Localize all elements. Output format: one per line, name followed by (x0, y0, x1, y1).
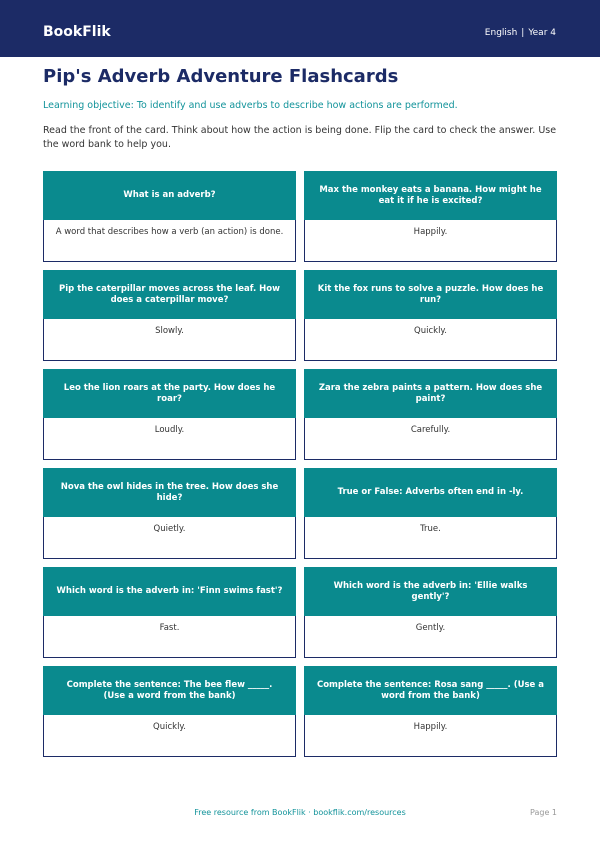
page-number: Page 1 (530, 808, 557, 817)
page-title: Pip's Adverb Adventure Flashcards (43, 66, 399, 87)
flashcard[interactable] (43, 468, 296, 559)
separator: | (521, 28, 525, 38)
card-back: Happily. (304, 220, 557, 262)
card-front[interactable]: Nova the owl hides in the tree. How does she hide? (43, 468, 296, 517)
flashcard[interactable] (304, 270, 557, 361)
instructions: Read the front of the card. Think about how the action is being done. Flip the card to check the answer. Use the word bank to help you. (43, 125, 557, 150)
card-front[interactable]: Kit the fox runs to solve a puzzle. How does he run? (304, 270, 557, 319)
flashcard[interactable] (304, 567, 557, 658)
card-front[interactable]: Leo the lion roars at the party. How does he roar? (43, 369, 296, 418)
flashcard[interactable] (304, 468, 557, 559)
learning-objective: Learning objective: To identify and use adverbs to describe how actions are performed. (43, 100, 458, 111)
card-front[interactable]: Complete the sentence: Rosa sang _____. (Use a word from the bank) (304, 666, 557, 715)
card-front[interactable]: Zara the zebra paints a pattern. How does she paint? (304, 369, 557, 418)
card-front[interactable]: What is an adverb? (43, 171, 296, 220)
footer-link[interactable]: Free resource from BookFlik · bookflik.com/resources (194, 808, 406, 817)
flashcard[interactable] (304, 171, 557, 262)
card-front[interactable]: Max the monkey eats a banana. How might he eat it if he is excited? (304, 171, 557, 220)
card-back: Quickly. (43, 715, 296, 757)
flashcard[interactable] (43, 369, 296, 460)
card-back: True. (304, 517, 557, 559)
card-back: Loudly. (43, 418, 296, 460)
header-meta (485, 28, 556, 38)
top-bar (0, 0, 600, 57)
flashcard[interactable] (43, 171, 296, 262)
card-back: Gently. (304, 616, 557, 658)
flashcard[interactable] (43, 567, 296, 658)
card-back: A word that describes how a verb (an action) is done. (43, 220, 296, 262)
card-front[interactable]: Which word is the adverb in: 'Finn swims fast'? (43, 567, 296, 616)
flashcard[interactable] (304, 666, 557, 757)
card-front[interactable]: Which word is the adverb in: 'Ellie walks gently'? (304, 567, 557, 616)
flashcard[interactable] (43, 270, 296, 361)
flashcard[interactable] (304, 369, 557, 460)
card-front[interactable]: True or False: Adverbs often end in -ly. (304, 468, 557, 517)
card-back: Quickly. (304, 319, 557, 361)
subject-label: English (484, 28, 518, 38)
flashcard[interactable] (43, 666, 296, 757)
card-back: Quietly. (43, 517, 296, 559)
brand-logo[interactable]: BookFlik (43, 24, 111, 40)
card-back: Carefully. (304, 418, 557, 460)
card-front[interactable]: Complete the sentence: The bee flew _____. (Use a word from the bank) (43, 666, 296, 715)
card-front[interactable]: Pip the caterpillar moves across the leaf. How does a caterpillar move? (43, 270, 296, 319)
card-back: Fast. (43, 616, 296, 658)
flashcard-grid (43, 171, 557, 757)
card-back: Happily. (304, 715, 557, 757)
card-back: Slowly. (43, 319, 296, 361)
year-label: Year 4 (528, 28, 556, 38)
